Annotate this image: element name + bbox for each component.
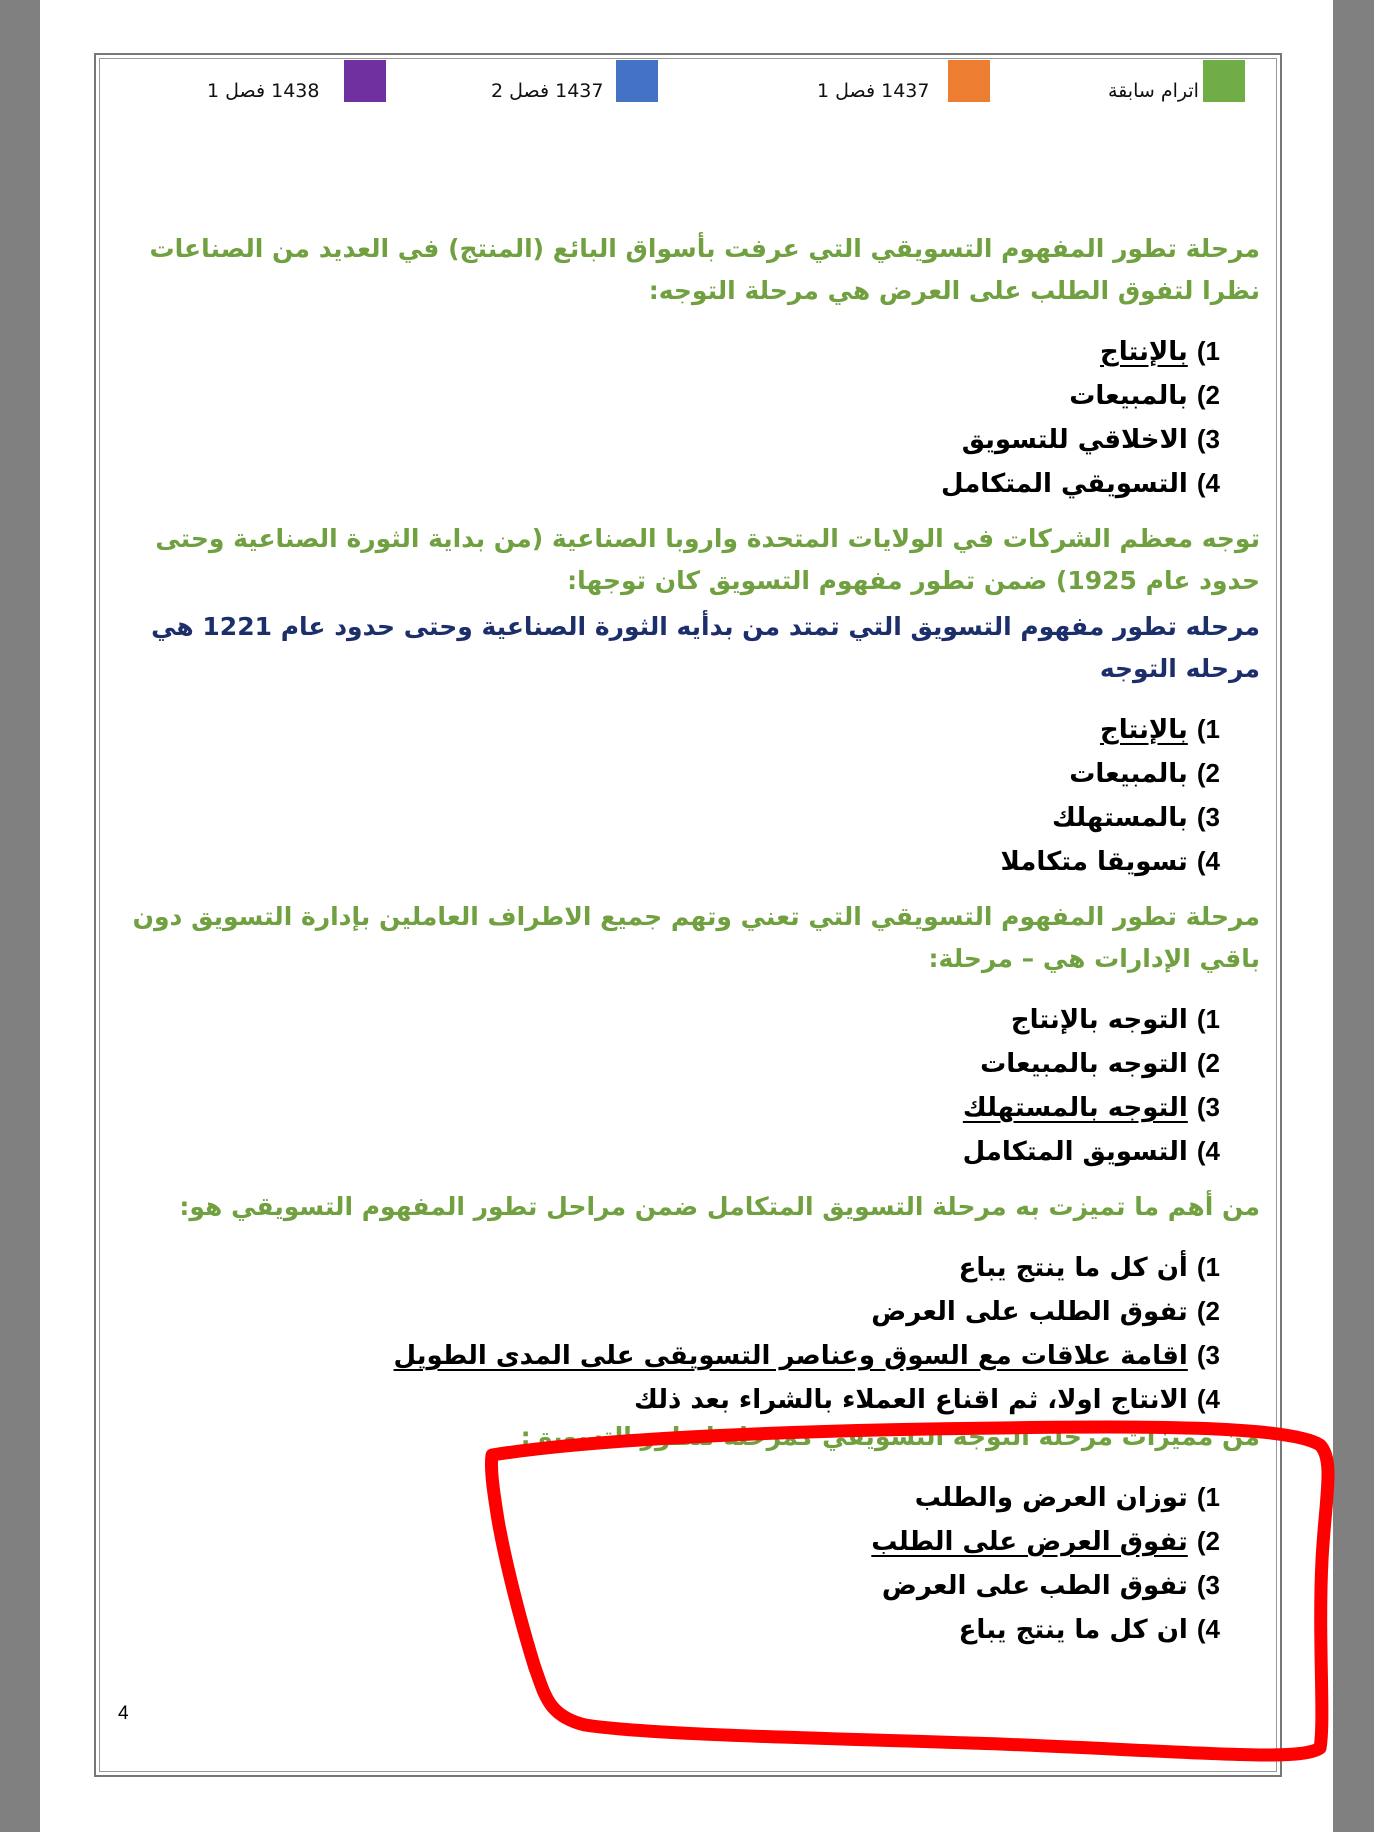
question-text: مرحلة تطور المفهوم التسويقي التي عرفت بأسواق البائع (المنتج) في العديد من الصناعات نظرا لتفوق الطلب على العرض هي مرحلة التوجه: [149,234,1260,305]
question-text: مرحله تطور مفهوم التسويق التي تمتد من بدأيه الثورة الصناعية وحتى حدود عام 1221 هي مرحله التوجه [151,612,1260,683]
option-text: بالمستهلك [1052,803,1188,833]
option [128,1290,1220,1334]
option-text: التسويق المتكامل [962,1137,1188,1167]
option [128,330,1220,374]
question-text: من مميزات مرحله التوجه التسويقي كمرحله لتطور التسويق: [520,1422,1260,1451]
question-text: توجه معظم الشركات في الولايات المتحدة واروبا الصناعية (من بداية الثورة الصناعية وحتى حدود عام 1925) ضمن تطور مفهوم التسويق كان توجها: [155,524,1260,595]
option-text: التسويقي المتكامل [941,469,1188,499]
options-list [128,1476,1260,1652]
question-4 [128,896,1260,1174]
option-number: 4) [1196,846,1220,876]
option-number: 3) [1196,1570,1220,1600]
question-1 [128,228,1260,506]
legend-swatch-purple [344,60,386,102]
option [128,1564,1220,1608]
option-text: أن كل ما ينتج يباع [958,1253,1188,1283]
option-text-correct: بالإنتاج [1100,715,1188,745]
option-number: 2) [1196,1296,1220,1326]
option-text: ان كل ما ينتج يباع [958,1615,1188,1645]
option-text: الاخلاقي للتسويق [961,425,1188,455]
option [128,1086,1220,1130]
option-text-correct: بالإنتاج [1100,337,1188,367]
legend-swatch-blue [616,60,658,102]
option-text: بالمبيعات [1069,381,1188,411]
option [128,1130,1220,1174]
option-number: 2) [1196,758,1220,788]
option [128,998,1220,1042]
legend-swatch-orange [948,60,990,102]
option-number: 2) [1196,1048,1220,1078]
question-6 [128,1416,1260,1652]
option [128,1042,1220,1086]
legend-label: 1437 فصل 1 [817,80,930,102]
option [128,1520,1220,1564]
option [128,1608,1220,1652]
legend-label: 1438 فصل 1 [207,80,320,102]
option [128,708,1220,752]
option [128,1246,1220,1290]
options-list [128,330,1260,506]
option-text: تسويقا متكاملا [1000,847,1188,877]
option-number: 3) [1196,424,1220,454]
option-text-correct: التوجه بالمستهلك [962,1093,1188,1123]
option-text: تفوق الطلب على العرض [871,1297,1188,1327]
option-number: 1) [1196,1482,1220,1512]
option-number: 2) [1196,380,1220,410]
option-number: 1) [1196,714,1220,744]
question-5 [128,1186,1260,1415]
option [128,418,1220,462]
option-text: الانتاج اولا، ثم اقناع العملاء بالشراء بعد ذلك [634,1385,1188,1415]
option-number: 1) [1196,1252,1220,1282]
legend-swatch-green [1203,60,1245,102]
option-text: التوجه بالمبيعات [980,1049,1188,1079]
option-text-correct: اقامة علاقات مع السوق وعناصر التسويقى على المدى الطويل [393,1341,1188,1371]
question-text: مرحلة تطور المفهوم التسويقي التي تعني وتهم جميع الاطراف العاملين بإدارة التسويق دون باقي الإدارات هي – مرحلة: [132,902,1260,973]
option-number: 3) [1196,1092,1220,1122]
option [128,1476,1220,1520]
option [128,374,1220,418]
option [128,752,1220,796]
options-list [128,1246,1260,1415]
option-number: 1) [1196,336,1220,366]
legend-label: اترام سابقة [1108,80,1199,102]
option-number: 4) [1196,1384,1220,1414]
option-number: 2) [1196,1526,1220,1556]
page-number: 4 [118,1703,129,1724]
option [128,1334,1220,1378]
option-text: تفوق الطب على العرض [881,1571,1188,1601]
option-number: 3) [1196,1340,1220,1370]
option-text: التوجه بالإنتاج [1010,1005,1188,1035]
option-text-correct: تفوق العرض على الطلب [871,1527,1188,1557]
option-text: توزان العرض والطلب [914,1483,1188,1513]
options-list [128,998,1260,1174]
options-list [128,708,1260,884]
question-2 [128,518,1260,602]
option-number: 4) [1196,1136,1220,1166]
option [128,462,1220,506]
option-number: 3) [1196,802,1220,832]
question-list [128,228,1260,1664]
option-number: 4) [1196,1614,1220,1644]
option [128,840,1220,884]
option-number: 1) [1196,1004,1220,1034]
option-partially-hidden [128,1378,1220,1415]
option [128,796,1220,840]
legend-label: 1437 فصل 2 [491,80,604,102]
question-text: من أهم ما تميزت به مرحلة التسويق المتكامل ضمن مراحل تطور المفهوم التسويقي هو: [179,1192,1260,1221]
option-text: بالمبيعات [1069,759,1188,789]
option-number: 4) [1196,468,1220,498]
question-3 [128,606,1260,884]
